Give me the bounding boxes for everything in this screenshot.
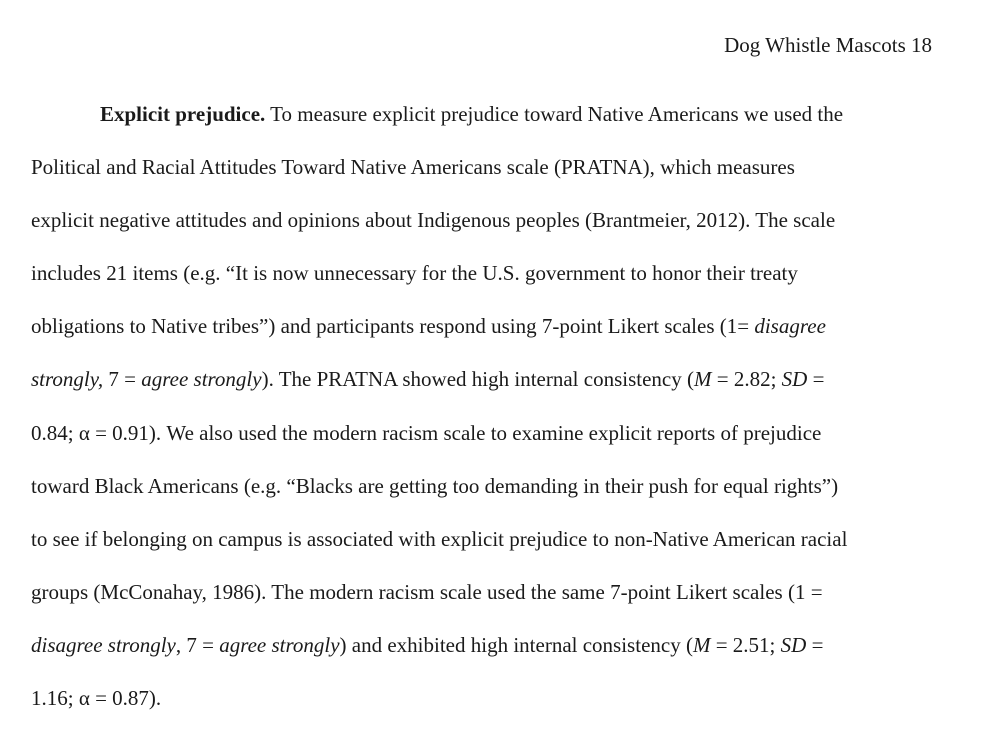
body-text: includes 21 items (e.g. “It is now unnecessary for the U.S. government to honor their treaty [31, 261, 798, 286]
body-text: 7 = [103, 367, 142, 392]
italic-text: strongly, [31, 367, 104, 392]
italic-text: SD [780, 632, 807, 657]
body-text: Political and Racial Attitudes Toward Native Americans scale (PRATNA), which measures [31, 155, 795, 180]
paragraph-line [31, 579, 951, 632]
paragraph-line [31, 366, 951, 419]
body-text: 0.84; α = 0.91). We also used the modern racism scale to examine explicit reports of prejudice [31, 420, 822, 445]
paragraph-line [31, 313, 951, 366]
paragraph-explicit-prejudice [31, 101, 951, 738]
body-text: = [807, 367, 825, 392]
body-text: groups (McConahay, 1986). The modern racism scale used the same 7-point Likert scales (1 = [31, 579, 823, 604]
section-heading: Explicit prejudice. [100, 102, 266, 126]
italic-text: agree strongly [219, 632, 340, 657]
italic-text: disagree strongly [31, 632, 176, 657]
italic-text: agree strongly [141, 367, 262, 392]
paragraph-line [31, 260, 951, 313]
body-text: , 7 = [175, 632, 220, 657]
paragraph-line [31, 632, 951, 685]
paragraph-line [31, 207, 951, 260]
body-text: To measure explicit prejudice toward Native Americans we used the [265, 102, 844, 126]
body-text: ) and exhibited high internal consistency ( [339, 632, 693, 657]
body-text: = [806, 632, 824, 657]
body-text: explicit negative attitudes and opinions about Indigenous peoples (Brantmeier, 2012). The scale [31, 208, 836, 233]
italic-text: disagree [754, 314, 826, 339]
paragraph-line [31, 154, 951, 207]
body-text: = 2.51; [710, 632, 781, 657]
body-text: to see if belonging on campus is associated with explicit prejudice to non-Native American racial [31, 526, 848, 551]
paragraph-line [31, 101, 951, 154]
body-text: 1.16; α = 0.87). [31, 686, 162, 711]
italic-text: M [692, 632, 711, 657]
paragraph-line [31, 526, 951, 579]
body-text: = 2.82; [711, 367, 782, 392]
paragraph-line [31, 473, 951, 526]
body-text: toward Black Americans (e.g. “Blacks are getting too demanding in their push for equal rights”) [31, 473, 839, 498]
paragraph-line [31, 685, 951, 738]
body-text: obligations to Native tribes”) and participants respond using 7-point Likert scales (1= [31, 314, 755, 339]
body-text: ). The PRATNA showed high internal consistency ( [261, 367, 694, 392]
paragraph-line [31, 420, 951, 473]
running-head: Dog Whistle Mascots 18 [724, 33, 932, 57]
italic-text: SD [781, 367, 808, 392]
italic-text: M [693, 367, 712, 392]
